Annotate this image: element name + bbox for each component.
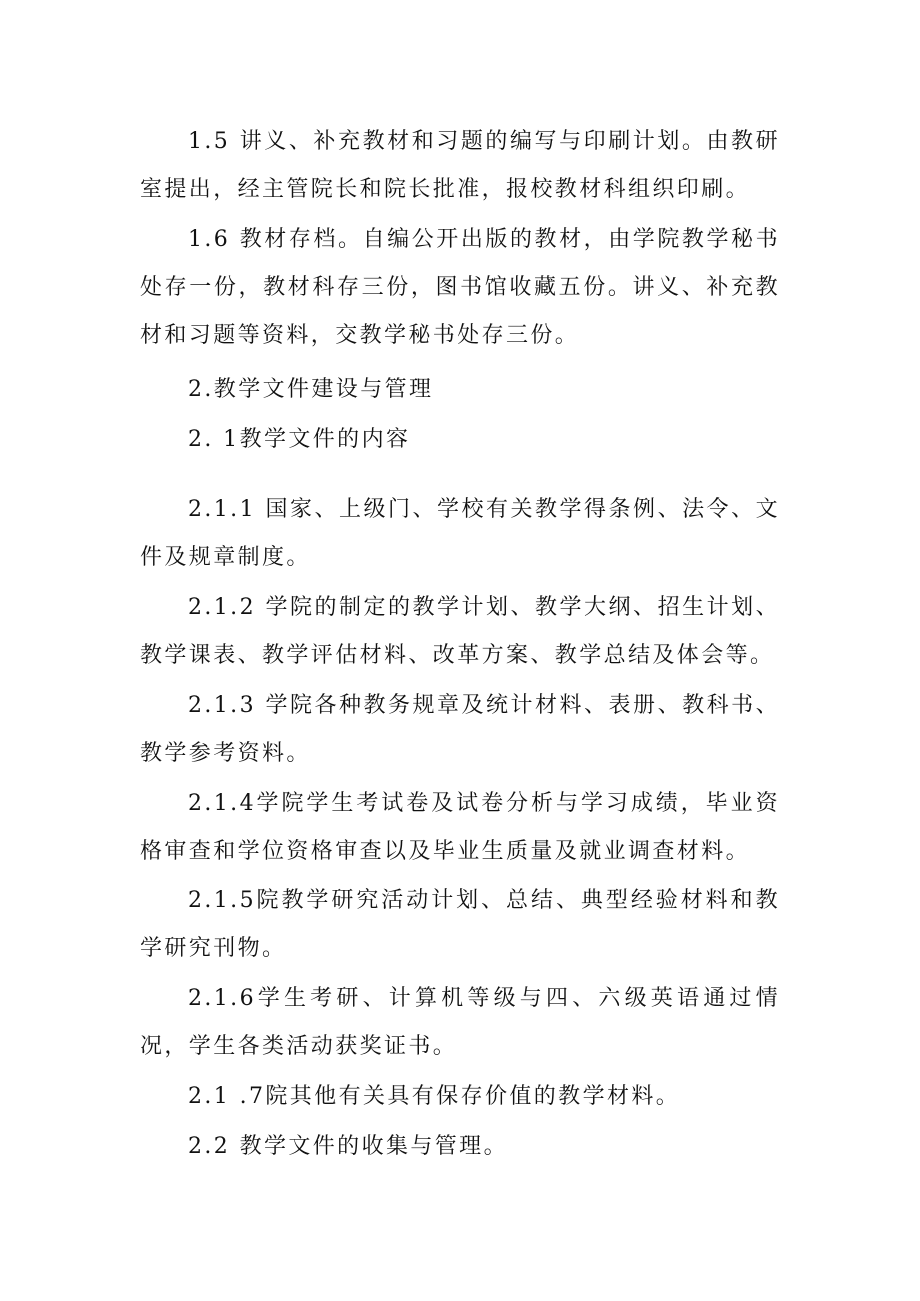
heading-2: 2.教学文件建设与管理: [188, 377, 434, 402]
paragraph-1-5: 1.5 讲义、补充教材和习题的编写与印刷计划。由教研室提出，经主管院长和院长批准，报校教材科组织印刷。: [140, 129, 780, 202]
heading-2-2: 2.2 教学文件的收集与管理。: [188, 1134, 508, 1159]
paragraph-2-1-5: 2.1.5院教学研究活动计划、总结、典型经验材料和教学研究刊物。: [140, 888, 780, 961]
paragraph-2-1-6: 2.1.6学生考研、计算机等级与四、六级英语通过情况，学生各类活动获奖证书。: [140, 986, 780, 1059]
paragraph-2-1-1: 2.1.1 国家、上级门、学校有关教学得条例、法令、文件及规章制度。: [140, 497, 780, 570]
heading-2-1: 2. 1教学文件的内容: [188, 427, 411, 452]
paragraph-2-1-3: 2.1.3 学院各种教务规章及统计材料、表册、教科书、教学参考资料。: [140, 693, 780, 766]
paragraph-1-6: 1.6 教材存档。自编公开出版的教材，由学院教学秘书处存一份，教材科存三份，图书馆收藏五份。讲义、补充教材和习题等资料，交教学秘书处存三份。: [140, 227, 780, 348]
paragraph-2-1-4: 2.1.4学院学生考试卷及试卷分析与学习成绩，毕业资格审查和学位资格审查以及毕业生质量及就业调查材料。: [140, 791, 780, 864]
paragraph-2-1-7: 2.1 .7院其他有关具有保存价值的教学材料。: [188, 1084, 681, 1109]
paragraph-2-1-2: 2.1.2 学院的制定的教学计划、教学大纲、招生计划、教学课表、教学评估材料、改革方案、教学总结及体会等。: [140, 595, 780, 668]
